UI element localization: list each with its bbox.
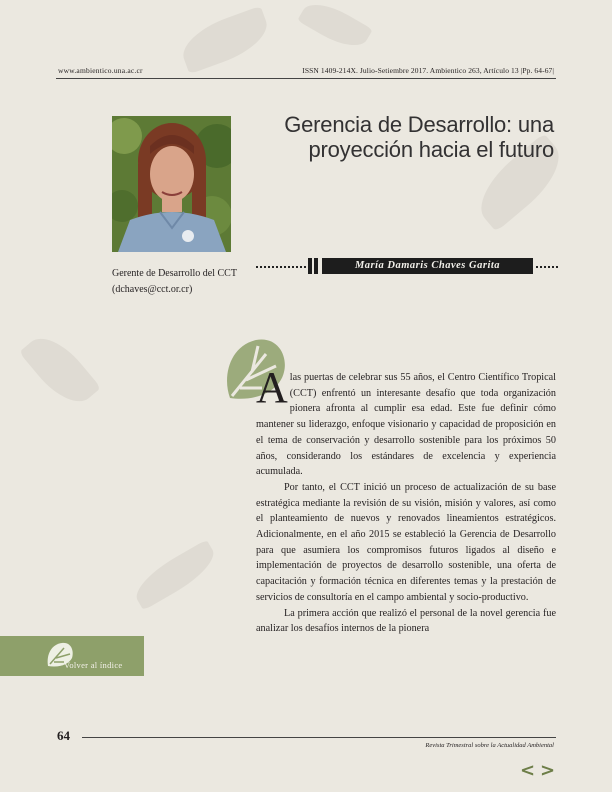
previous-page-button[interactable]: <: [520, 760, 536, 781]
journal-name: Revista Trimestral sobre la Actualidad Ambiental: [425, 742, 554, 749]
page-number: 64: [57, 728, 70, 743]
author-photo: [112, 116, 231, 252]
background-leaf: [19, 327, 101, 414]
header-divider: [56, 78, 556, 79]
background-leaf: [297, 0, 373, 55]
back-to-index-link[interactable]: Volver al índice: [64, 660, 123, 670]
paragraph-1: [256, 363, 556, 480]
author-dots-left: [256, 266, 306, 268]
article-body: [256, 363, 556, 637]
article-title: [244, 112, 554, 162]
next-page-button[interactable]: >: [540, 760, 556, 781]
author-bar: [314, 258, 318, 274]
drop-cap: A: [256, 363, 288, 412]
background-leaf: [176, 6, 274, 74]
author-bar: [308, 258, 312, 274]
header-issn: ISSN 1409-214X. Julio-Setiembre 2017. Ambientico 263, Artículo 13 |Pp. 64-67|: [302, 66, 554, 75]
title-line-1: Gerencia de Desarrollo: una: [284, 112, 554, 137]
header-url[interactable]: www.ambientico.una.ac.cr: [58, 66, 143, 75]
author-name: María Damaris Chaves Garita: [322, 258, 533, 274]
photo-caption: Gerente de Desarrollo del CCT (dchaves@cct.or.cr): [112, 268, 237, 295]
paragraph-1-text: las puertas de celebrar sus 55 años, el Centro Científico Tropical (CCT) enfrentó un interesante desafío que toda organización pionera afronta al cumplir esa edad. Este fue definir cómo mantener su liderazgo, enfoque visionario y capacidad de proposición en el tema de conservación y desarrollo sostenible para los próximos 50 años, considerando los estándares de excelencia y experiencia acumulada.: [256, 372, 556, 478]
author-dots-right: [536, 266, 558, 268]
background-leaf: [129, 540, 222, 611]
paragraph-2: Por tanto, el CCT inició un proceso de actualización de su base estratégica mediante la revisión de su visión, misión y valores, así como el planteamiento de nuevos y renovados lineamientos estratégicos. Adicionalmente, en el año 2015 se estableció la Gerencia de Desarrollo para que asumiera los compromisos futuros ligados al diseño e implementación de proyectos de desarrollo sostenible, una oferta de capacitación y formación técnica en diferentes temas y la prestación de servicios de consultoría en el campo ambiental y socio-productivo.: [256, 481, 556, 603]
footer-divider: [82, 737, 556, 738]
title-line-2: proyección hacia el futuro: [308, 137, 554, 162]
paragraph-3: La primera acción que realizó el personal de la novel gerencia fue analizar los desafíos internos de la pionera: [256, 607, 556, 635]
